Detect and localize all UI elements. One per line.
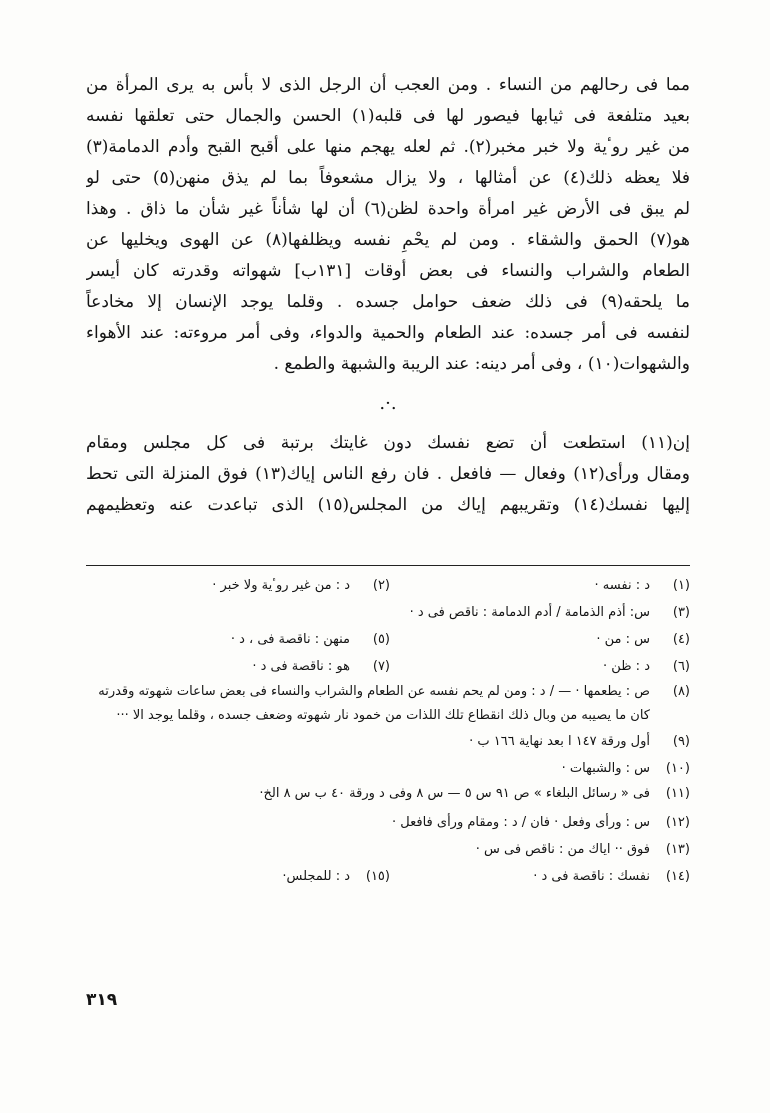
footnote-number: (١) bbox=[672, 578, 690, 593]
footnote-row bbox=[86, 809, 690, 836]
text-line: إليها نفسك(١٤) وتقريبهم إياك من المجلس(١٥) الذى تباعدت عنه وتعظيمهم bbox=[86, 495, 690, 515]
footnote-text: س : والشبهات · bbox=[561, 761, 650, 776]
footnote-number: (١٥) bbox=[365, 869, 390, 884]
footnote-number: (٩) bbox=[672, 734, 690, 749]
footnote-number: (٧) bbox=[372, 659, 390, 674]
footnote-text: ص : يطعمها · — / د : ومن لم يحم نفسه عن الطعام والشراب والنساء فى بعض ساعات شهوته وقدرته كان ما يصيبه من وبال ذلك انقطاع تلك اللذات من خمود نار شهوته وضعف جسده ، وقلما يوجد الا ··· bbox=[98, 684, 650, 723]
footnote-text: فوق ·· اياك من : ناقص فى س · bbox=[475, 842, 650, 857]
footnote-number: (٢) bbox=[372, 578, 390, 593]
footnote-text: د : للمجلس· bbox=[282, 869, 350, 884]
text-line: فلا يعظه ذلك(٤) عن أمثالها ، ولا يزال مشعوفاً بما لم يذق منهن(٥) حتى لو bbox=[86, 168, 690, 188]
text-line: من غير روٴية ولا خبر مخبر(٢). ثم لعله يهجم منها على أقبح القبح وأدم الدمامة(٣) bbox=[86, 137, 690, 157]
footnote-text: د : نفسه · bbox=[594, 578, 650, 593]
text-line: لم يبق فى الأرض غير امرأة واحدة لظن(٦) أن لها شأناً غير شأن ما ذاق . وهذا bbox=[86, 199, 690, 219]
section-separator: .·. bbox=[379, 393, 397, 414]
footnote-text: د : من غير روٴية ولا خبر · bbox=[212, 578, 350, 593]
footnote-row bbox=[86, 782, 690, 809]
footnote-text: فى « رسائل البلغاء » ص ٩١ س ٥ — س ٨ وفى د ورقة ٤٠ ب س ٨ الخ· bbox=[259, 786, 650, 801]
text-line: والشهوات(١٠) ، وفى أمر دينه: عند الريبة والشبهة والطمع . bbox=[273, 354, 690, 374]
footnote-text: س: أذم الذمامة / أدم الدمامة : ناقص فى د · bbox=[409, 605, 650, 620]
footnote-row bbox=[86, 572, 690, 599]
text-line: ومقال ورأى(١٢) وفعال — فافعل . فان رفع الناس إياك(١٣) فوق المنزلة التى تحط bbox=[86, 464, 690, 484]
footnote-number: (١٢) bbox=[665, 815, 690, 830]
footnotes bbox=[86, 572, 690, 890]
text-line: إن(١١) استطعت أن تضع نفسك دون غايتك برتبة فى كل مجلس ومقام bbox=[86, 433, 690, 453]
footnote-number: (٣) bbox=[672, 605, 690, 620]
text-line: الطعام والشراب والنساء فى بعض أوقات [١٣١ب] شهواته وقدرته كان أيسر bbox=[86, 261, 690, 281]
footnote-number: (١٤) bbox=[665, 869, 690, 884]
footnote-row bbox=[86, 653, 690, 680]
text-line: مما فى رحالهم من النساء . ومن العجب أن الرجل الذى لا بأس به يرى المرأة من bbox=[86, 75, 690, 95]
footnote-number: (٨) bbox=[672, 684, 690, 699]
footnote-row bbox=[86, 626, 690, 653]
text-line: ما يلحقه(٩) فى ذلك ضعف حوامل جسده . وقلما يوجد الإنسان إلا مخادعاً bbox=[86, 292, 690, 312]
footnote-row bbox=[86, 863, 690, 890]
main-text bbox=[86, 70, 690, 521]
footnote-number: (٦) bbox=[672, 659, 690, 674]
footnote-row bbox=[86, 755, 690, 782]
footnote-text: هو : ناقصة فى د · bbox=[252, 659, 350, 674]
footnote-text: نفسك : ناقصة فى د · bbox=[533, 869, 650, 884]
text-line: بعيد متلفعة فى ثيابها فيصور لها فى قلبه(١) الحسن والجمال حتى تعلقها نفسه bbox=[86, 106, 690, 126]
footnote-number: (٤) bbox=[672, 632, 690, 647]
footnote-row bbox=[86, 599, 690, 626]
footnote-number: (١٣) bbox=[665, 842, 690, 857]
footnote-rule bbox=[86, 565, 690, 566]
footnote-text: س : ورأى وفعل · فان / د : ومقام ورأى فافعل · bbox=[391, 815, 650, 830]
footnote-number: (٥) bbox=[372, 632, 390, 647]
text-line: هو(٧) الحمق والشقاء . ومن لم يحْمِ نفسه ويظلفها(٨) عن الهوى ويخليها عن bbox=[86, 230, 690, 250]
footnote-text: س : من · bbox=[596, 632, 650, 647]
footnote-row bbox=[86, 680, 690, 728]
footnote-row bbox=[86, 836, 690, 863]
footnote-number: (١٠) bbox=[665, 761, 690, 776]
page-number: ٣١٩ bbox=[86, 990, 118, 1010]
footnote-text: منهن : ناقصة فى ، د · bbox=[230, 632, 350, 647]
footnote-text: د : ظن · bbox=[603, 659, 650, 674]
text-line: لنفسه فى أمر جسده: عند الطعام والحمية والدواء، وفى أمر مروءته: عند الأهواء bbox=[86, 323, 690, 343]
footnote-text: أول ورقة ١٤٧ ا بعد نهاية ١٦٦ ب · bbox=[469, 734, 650, 749]
footnote-row bbox=[86, 728, 690, 755]
footnote-number: (١١) bbox=[665, 786, 690, 801]
